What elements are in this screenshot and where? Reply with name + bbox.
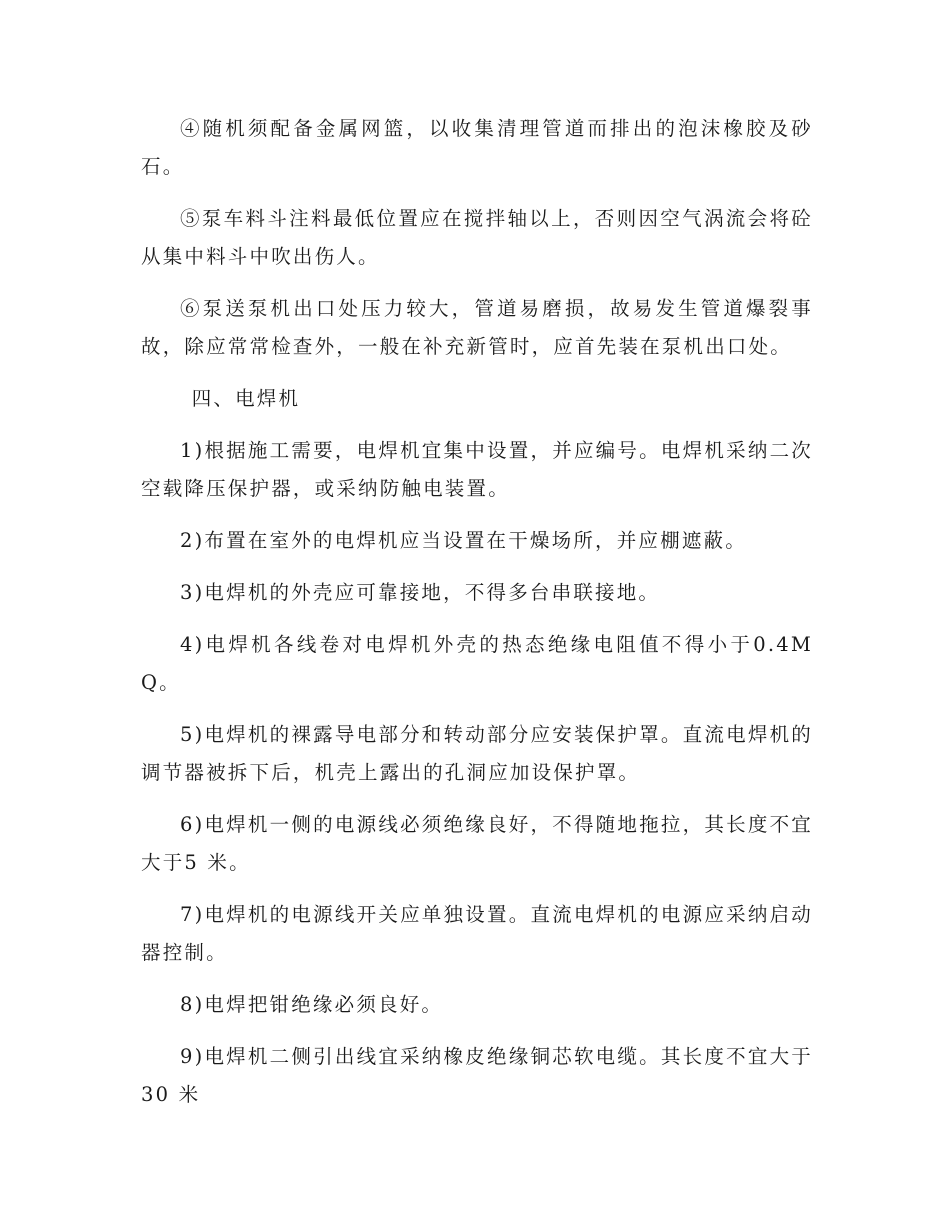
paragraph-item-4: ④随机须配备金属网篮，以收集清理管道而排出的泡沫橡胶及砂石。: [141, 117, 813, 178]
section-heading-welder: 四、电焊机: [191, 387, 301, 410]
paragraph-rule-6: 6)电焊机一侧的电源线必须绝缘良好，不得随地拖拉，其长度不宜大于5 米。: [141, 813, 813, 874]
paragraph-rule-3: 3)电焊机的外壳应可靠接地，不得多台串联接地。: [180, 581, 661, 604]
paragraph-rule-1: 1)根据施工需要，电焊机宜集中设置，并应编号。电焊机采纳二次空载降压保护器，或采纳防触电装置。: [141, 439, 813, 500]
paragraph-rule-5: 5)电焊机的裸露导电部分和转动部分应安装保护罩。直流电焊机的调节器被拆下后，机壳上露出的孔洞应加设保护罩。: [141, 723, 813, 784]
paragraph-item-5: ⑤泵车料斗注料最低位置应在搅拌轴以上，否则因空气涡流会将砼从集中料斗中吹出伤人。: [141, 207, 813, 268]
paragraph-item-6: ⑥泵送泵机出口处压力较大，管道易磨损，故易发生管道爆裂事故，除应常常检查外，一般在补充新管时，应首先装在泵机出口处。: [141, 297, 813, 358]
paragraph-rule-8: 8)电焊把钳绝缘必须良好。: [180, 993, 444, 1016]
paragraph-rule-9: 9)电焊机二侧引出线宜采纳橡皮绝缘铜芯软电缆。其长度不宜大于30 米: [141, 1045, 813, 1106]
paragraph-rule-4: 4)电焊机各线卷对电焊机外壳的热态绝缘电阻值不得小于0.4MQ。: [141, 633, 813, 694]
paragraph-rule-2: 2)布置在室外的电焊机应当设置在干燥场所，并应棚遮蔽。: [180, 529, 747, 552]
document-body: [141, 110, 813, 1128]
paragraph-rule-7: 7)电焊机的电源线开关应单独设置。直流电焊机的电源应采纳启动器控制。: [141, 903, 813, 964]
